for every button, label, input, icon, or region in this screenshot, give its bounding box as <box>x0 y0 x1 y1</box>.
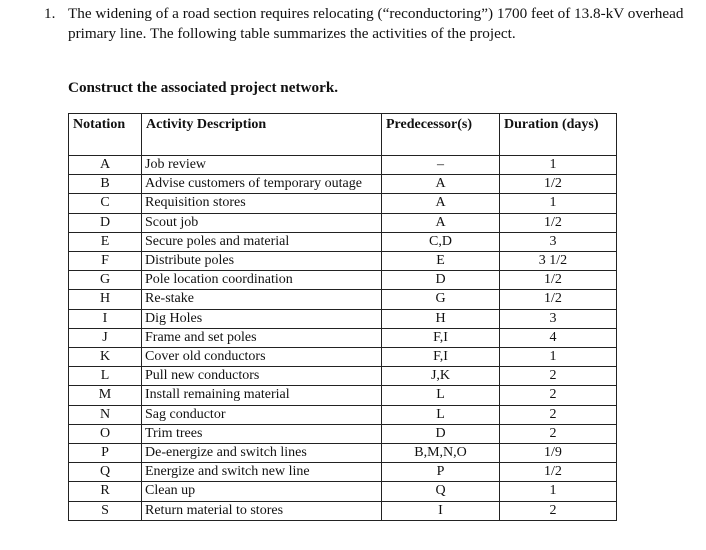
cell-duration: 2 <box>500 424 617 443</box>
cell-notation: C <box>69 194 142 213</box>
table-row <box>69 367 617 386</box>
table-row <box>69 424 617 443</box>
cell-description: De-energize and switch lines <box>142 444 382 463</box>
table-body <box>69 156 617 521</box>
cell-description: Energize and switch new line <box>142 463 382 482</box>
cell-duration: 4 <box>500 328 617 347</box>
table-header-row <box>69 114 617 156</box>
cell-notation: G <box>69 271 142 290</box>
cell-notation: O <box>69 424 142 443</box>
table-row <box>69 213 617 232</box>
cell-notation: I <box>69 309 142 328</box>
cell-notation: K <box>69 348 142 367</box>
cell-description: Sag conductor <box>142 405 382 424</box>
cell-description: Job review <box>142 156 382 175</box>
cell-predecessors: G <box>382 290 500 309</box>
table-row <box>69 348 617 367</box>
table-row <box>69 501 617 520</box>
cell-description: Pull new conductors <box>142 367 382 386</box>
cell-duration: 3 1/2 <box>500 252 617 271</box>
cell-description: Requisition stores <box>142 194 382 213</box>
table-row <box>69 232 617 251</box>
cell-predecessors: D <box>382 424 500 443</box>
activities-table <box>68 113 617 521</box>
cell-notation: M <box>69 386 142 405</box>
table-row <box>69 463 617 482</box>
cell-predecessors: A <box>382 213 500 232</box>
cell-notation: P <box>69 444 142 463</box>
cell-notation: N <box>69 405 142 424</box>
cell-duration: 2 <box>500 501 617 520</box>
cell-predecessors: L <box>382 386 500 405</box>
cell-predecessors: A <box>382 194 500 213</box>
cell-duration: 1/2 <box>500 175 617 194</box>
cell-description: Advise customers of temporary outage <box>142 175 382 194</box>
cell-duration: 3 <box>500 232 617 251</box>
table-row <box>69 328 617 347</box>
problem-number: 1. <box>44 5 56 22</box>
table-row <box>69 386 617 405</box>
cell-predecessors: F,I <box>382 328 500 347</box>
cell-notation: D <box>69 213 142 232</box>
cell-description: Dig Holes <box>142 309 382 328</box>
cell-notation: E <box>69 232 142 251</box>
cell-description: Install remaining material <box>142 386 382 405</box>
cell-predecessors: C,D <box>382 232 500 251</box>
cell-notation: B <box>69 175 142 194</box>
table-row <box>69 271 617 290</box>
problem-statement <box>44 4 684 43</box>
cell-predecessors: J,K <box>382 367 500 386</box>
table-row <box>69 194 617 213</box>
table-row <box>69 444 617 463</box>
cell-description: Pole location coordination <box>142 271 382 290</box>
cell-description: Secure poles and material <box>142 232 382 251</box>
cell-duration: 1/9 <box>500 444 617 463</box>
table-row <box>69 482 617 501</box>
cell-notation: Q <box>69 463 142 482</box>
cell-duration: 1/2 <box>500 213 617 232</box>
cell-description: Distribute poles <box>142 252 382 271</box>
cell-duration: 1 <box>500 348 617 367</box>
table-row <box>69 252 617 271</box>
cell-notation: R <box>69 482 142 501</box>
cell-description: Re-stake <box>142 290 382 309</box>
cell-duration: 3 <box>500 309 617 328</box>
cell-description: Scout job <box>142 213 382 232</box>
cell-duration: 2 <box>500 386 617 405</box>
cell-description: Frame and set poles <box>142 328 382 347</box>
cell-notation: S <box>69 501 142 520</box>
cell-predecessors: I <box>382 501 500 520</box>
cell-description: Return material to stores <box>142 501 382 520</box>
cell-notation: J <box>69 328 142 347</box>
header-description: Activity Description <box>142 114 382 156</box>
problem-instruction: Construct the associated project network. <box>68 79 339 96</box>
cell-duration: 2 <box>500 367 617 386</box>
cell-predecessors: A <box>382 175 500 194</box>
cell-notation: L <box>69 367 142 386</box>
cell-duration: 1 <box>500 156 617 175</box>
cell-predecessors: D <box>382 271 500 290</box>
cell-description: Trim trees <box>142 424 382 443</box>
cell-description: Cover old conductors <box>142 348 382 367</box>
cell-duration: 1/2 <box>500 271 617 290</box>
cell-notation: A <box>69 156 142 175</box>
table-row <box>69 175 617 194</box>
cell-duration: 2 <box>500 405 617 424</box>
header-predecessors: Predecessor(s) <box>382 114 500 156</box>
cell-notation: F <box>69 252 142 271</box>
cell-duration: 1/2 <box>500 290 617 309</box>
cell-predecessors: E <box>382 252 500 271</box>
cell-duration: 1 <box>500 194 617 213</box>
problem-text: The widening of a road section requires relocating (“reconductoring”) 1700 feet of 13.8-kV overhead primary line. The following table summarizes the activities of the project. <box>68 5 684 42</box>
cell-duration: 1/2 <box>500 463 617 482</box>
cell-description: Clean up <box>142 482 382 501</box>
table-row <box>69 290 617 309</box>
table-row <box>69 156 617 175</box>
header-duration: Duration (days) <box>500 114 617 156</box>
header-notation: Notation <box>69 114 142 156</box>
table-row <box>69 309 617 328</box>
cell-predecessors: P <box>382 463 500 482</box>
cell-notation: H <box>69 290 142 309</box>
table-row <box>69 405 617 424</box>
cell-predecessors: H <box>382 309 500 328</box>
cell-predecessors: F,I <box>382 348 500 367</box>
cell-predecessors: L <box>382 405 500 424</box>
cell-predecessors: Q <box>382 482 500 501</box>
cell-predecessors: B,M,N,O <box>382 444 500 463</box>
cell-predecessors: – <box>382 156 500 175</box>
cell-duration: 1 <box>500 482 617 501</box>
